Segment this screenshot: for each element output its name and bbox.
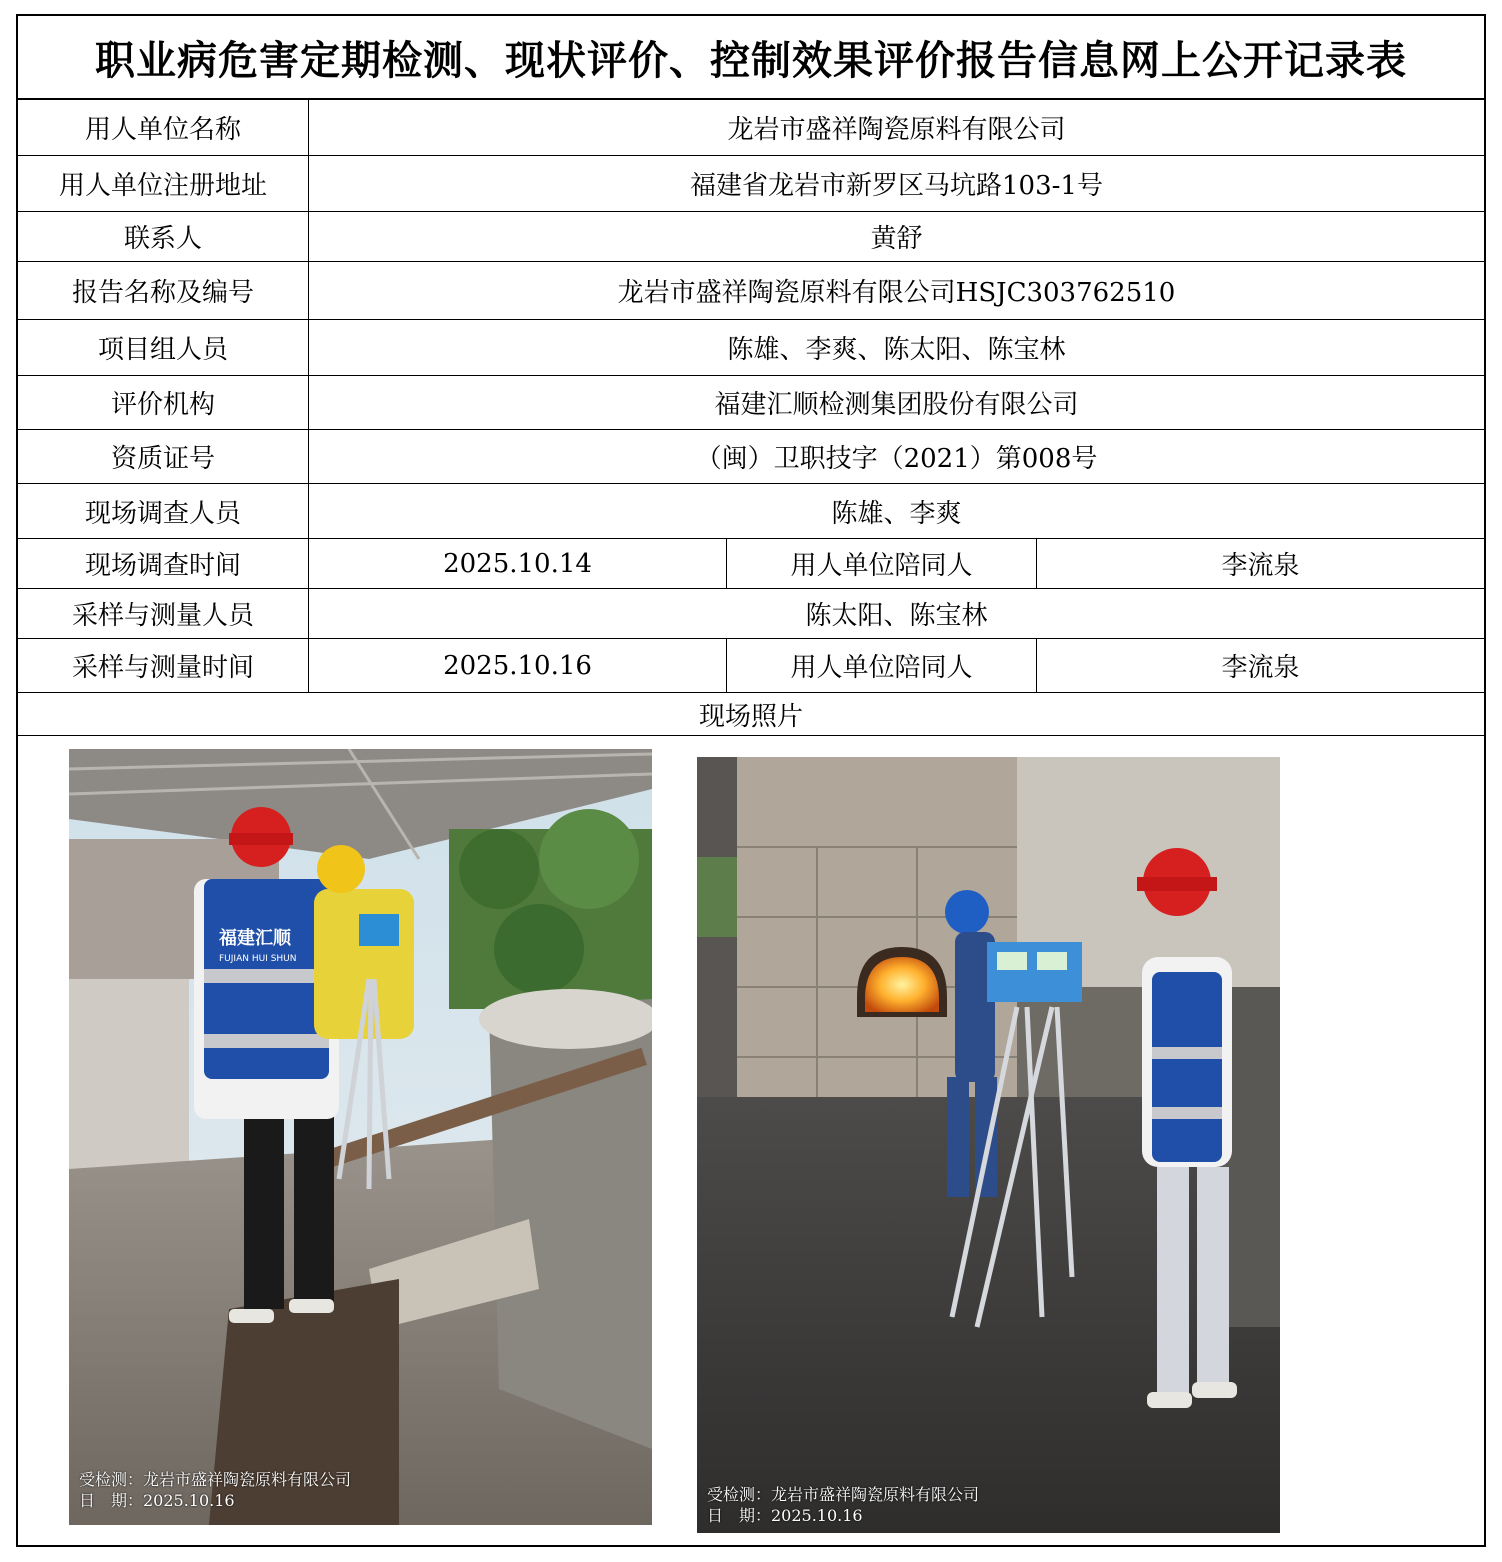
photo-2-caption-line1: 受检测：龙岩市盛祥陶瓷原料有限公司	[707, 1485, 980, 1504]
report-value: 龙岩市盛祥陶瓷原料有限公司HSJC303762510	[617, 278, 1176, 308]
row-employer-address	[18, 156, 1484, 212]
license-label: 资质证号	[18, 430, 309, 483]
site-photo-2-image	[697, 757, 1280, 1533]
row-agency	[18, 376, 1484, 430]
photo-1-caption-line1: 受检测：龙岩市盛祥陶瓷原料有限公司	[79, 1470, 352, 1489]
employer-name-label: 用人单位名称	[18, 100, 309, 155]
record-form	[16, 14, 1486, 1547]
report-label: 报告名称及编号	[18, 262, 309, 319]
contact-value: 黄舒	[870, 224, 923, 254]
row-employer-name	[18, 100, 1484, 156]
row-survey-time	[18, 539, 1484, 589]
row-license	[18, 430, 1484, 484]
vest-logo-subtext: FUJIAN HUI SHUN	[219, 954, 297, 964]
survey-time-value: 2025.10.14	[309, 539, 727, 588]
team-value: 陈雄、李爽、陈太阳、陈宝林	[727, 335, 1066, 365]
row-report	[18, 262, 1484, 320]
employer-name-value: 龙岩市盛祥陶瓷原料有限公司	[727, 115, 1066, 145]
row-sampling-time	[18, 639, 1484, 693]
form-title: 职业病危害定期检测、现状评价、控制效果评价报告信息网上公开记录表	[18, 16, 1484, 100]
sampling-staff-value: 陈太阳、陈宝林	[805, 601, 988, 631]
sampling-companion-value: 李流泉	[1221, 653, 1300, 683]
photo-2-caption-line2: 日 期：2025.10.16	[707, 1506, 863, 1525]
sampling-time-label: 采样与测量时间	[18, 639, 309, 692]
license-value: （闽）卫职技字（2021）第008号	[695, 444, 1098, 474]
row-contact	[18, 212, 1484, 262]
row-survey-staff	[18, 484, 1484, 539]
photo-1-caption	[79, 1469, 351, 1511]
site-photo-1-image	[69, 749, 652, 1525]
photos-area	[18, 736, 1484, 1547]
survey-companion-label: 用人单位陪同人	[727, 539, 1037, 588]
row-sampling-staff	[18, 589, 1484, 639]
sampling-companion-label: 用人单位陪同人	[727, 639, 1037, 692]
survey-time-label: 现场调查时间	[18, 539, 309, 588]
sampling-time-value: 2025.10.16	[309, 639, 727, 692]
vest-logo-text: 福建汇顺	[219, 928, 291, 949]
agency-label: 评价机构	[18, 376, 309, 429]
survey-staff-value: 陈雄、李爽	[831, 498, 962, 529]
contact-label: 联系人	[18, 212, 309, 261]
survey-staff-label: 现场调查人员	[18, 484, 309, 538]
employer-address-value: 福建省龙岩市新罗区马坑路103-1号	[690, 171, 1103, 201]
site-photo-1	[69, 749, 652, 1525]
site-photo-2	[697, 757, 1280, 1533]
survey-companion-value: 李流泉	[1221, 551, 1300, 581]
photo-2-caption	[707, 1484, 979, 1526]
agency-value: 福建汇顺检测集团股份有限公司	[714, 390, 1079, 420]
row-photos-header	[18, 693, 1484, 736]
photos-header: 现场照片	[698, 701, 803, 732]
sampling-staff-label: 采样与测量人员	[18, 589, 309, 638]
team-label: 项目组人员	[18, 320, 309, 375]
row-team	[18, 320, 1484, 376]
photo-1-caption-line2: 日 期：2025.10.16	[79, 1491, 235, 1510]
employer-address-label: 用人单位注册地址	[18, 156, 309, 211]
